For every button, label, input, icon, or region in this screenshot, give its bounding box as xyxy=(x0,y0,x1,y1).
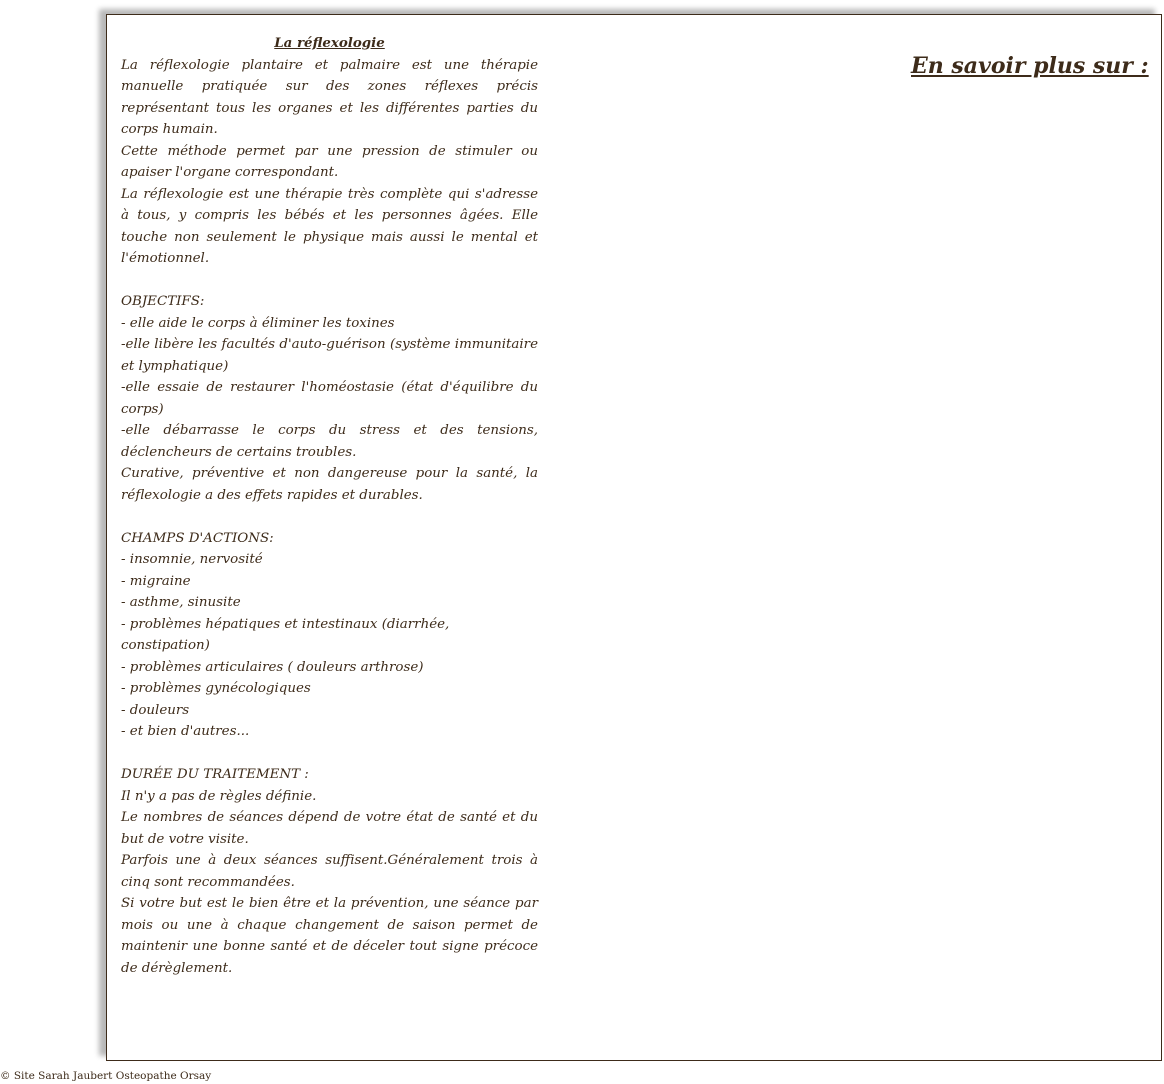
article-title: La réflexologie xyxy=(274,35,385,51)
intro-paragraph: La réflexologie est une thérapie très complète qui s'adresse à tous, y compris les bébés et les personnes âgées. Elle touche non seulement le physique mais aussi le mental et l'émotionnel. xyxy=(121,186,538,266)
action-item: - insomnie, nervosité xyxy=(121,552,263,567)
duration-heading: DURÉE DU TRAITEMENT : xyxy=(121,767,309,782)
spacer xyxy=(121,506,538,528)
action-item: - problèmes articulaires ( douleurs arthrose) xyxy=(121,659,424,675)
duration-line: Parfois une à deux séances suffisent.Généralement trois à cinq sont recommandées. xyxy=(121,853,538,890)
intro-paragraph: La réflexologie plantaire et palmaire est une thérapie manuelle pratiquée sur des zones réflexes précis représentant tous les organes et les différentes parties du corps humain. xyxy=(121,57,538,137)
duration-line: Le nombres de séances dépend de votre état de santé et du but de votre visite. xyxy=(121,810,538,847)
duration-line: Il n'y a pas de règles définie. xyxy=(121,788,317,804)
content-frame xyxy=(106,14,1162,1061)
action-item: - douleurs xyxy=(121,702,190,718)
footer-copyright: © Site Sarah Jaubert Osteopathe Orsay xyxy=(0,1070,212,1082)
learn-more-heading: En savoir plus sur : xyxy=(911,53,1149,79)
objectives-closing: Curative, préventive et non dangereuse pour la santé, la réflexologie a des effets rapides et durables. xyxy=(121,466,538,503)
action-item: - asthme, sinusite xyxy=(121,595,241,610)
spacer xyxy=(121,743,538,765)
objective-item: -elle débarrasse le corps du stress et des tensions, déclencheurs de certains troubles. xyxy=(121,423,538,460)
action-item: - problèmes gynécologiques xyxy=(121,681,311,696)
spacer xyxy=(121,270,538,292)
actions-heading: CHAMPS D'ACTIONS: xyxy=(121,530,274,546)
intro-paragraph: Cette méthode permet par une pression de stimuler ou apaiser l'organe correspondant. xyxy=(121,143,538,180)
article-reflexologie xyxy=(121,33,538,979)
duration-line: Si votre but est le bien être et la prévention, une séance par mois ou une à chaque changement de saison permet de maintenir une bonne santé et de déceler tout signe précoce de dérèglement. xyxy=(121,896,538,976)
objective-item: -elle libère les facultés d'auto-guérison (système immunitaire et lymphatique) xyxy=(121,337,538,374)
objectives-heading: OBJECTIFS: xyxy=(121,294,205,309)
action-item: - migraine xyxy=(121,573,191,589)
objective-item: -elle essaie de restaurer l'homéostasie (état d'équilibre du corps) xyxy=(121,380,538,417)
objective-item: - elle aide le corps à éliminer les toxines xyxy=(121,315,395,331)
action-item: - problèmes hépatiques et intestinaux (diarrhée, constipation) xyxy=(121,616,450,653)
action-item: - et bien d'autres... xyxy=(121,724,250,739)
